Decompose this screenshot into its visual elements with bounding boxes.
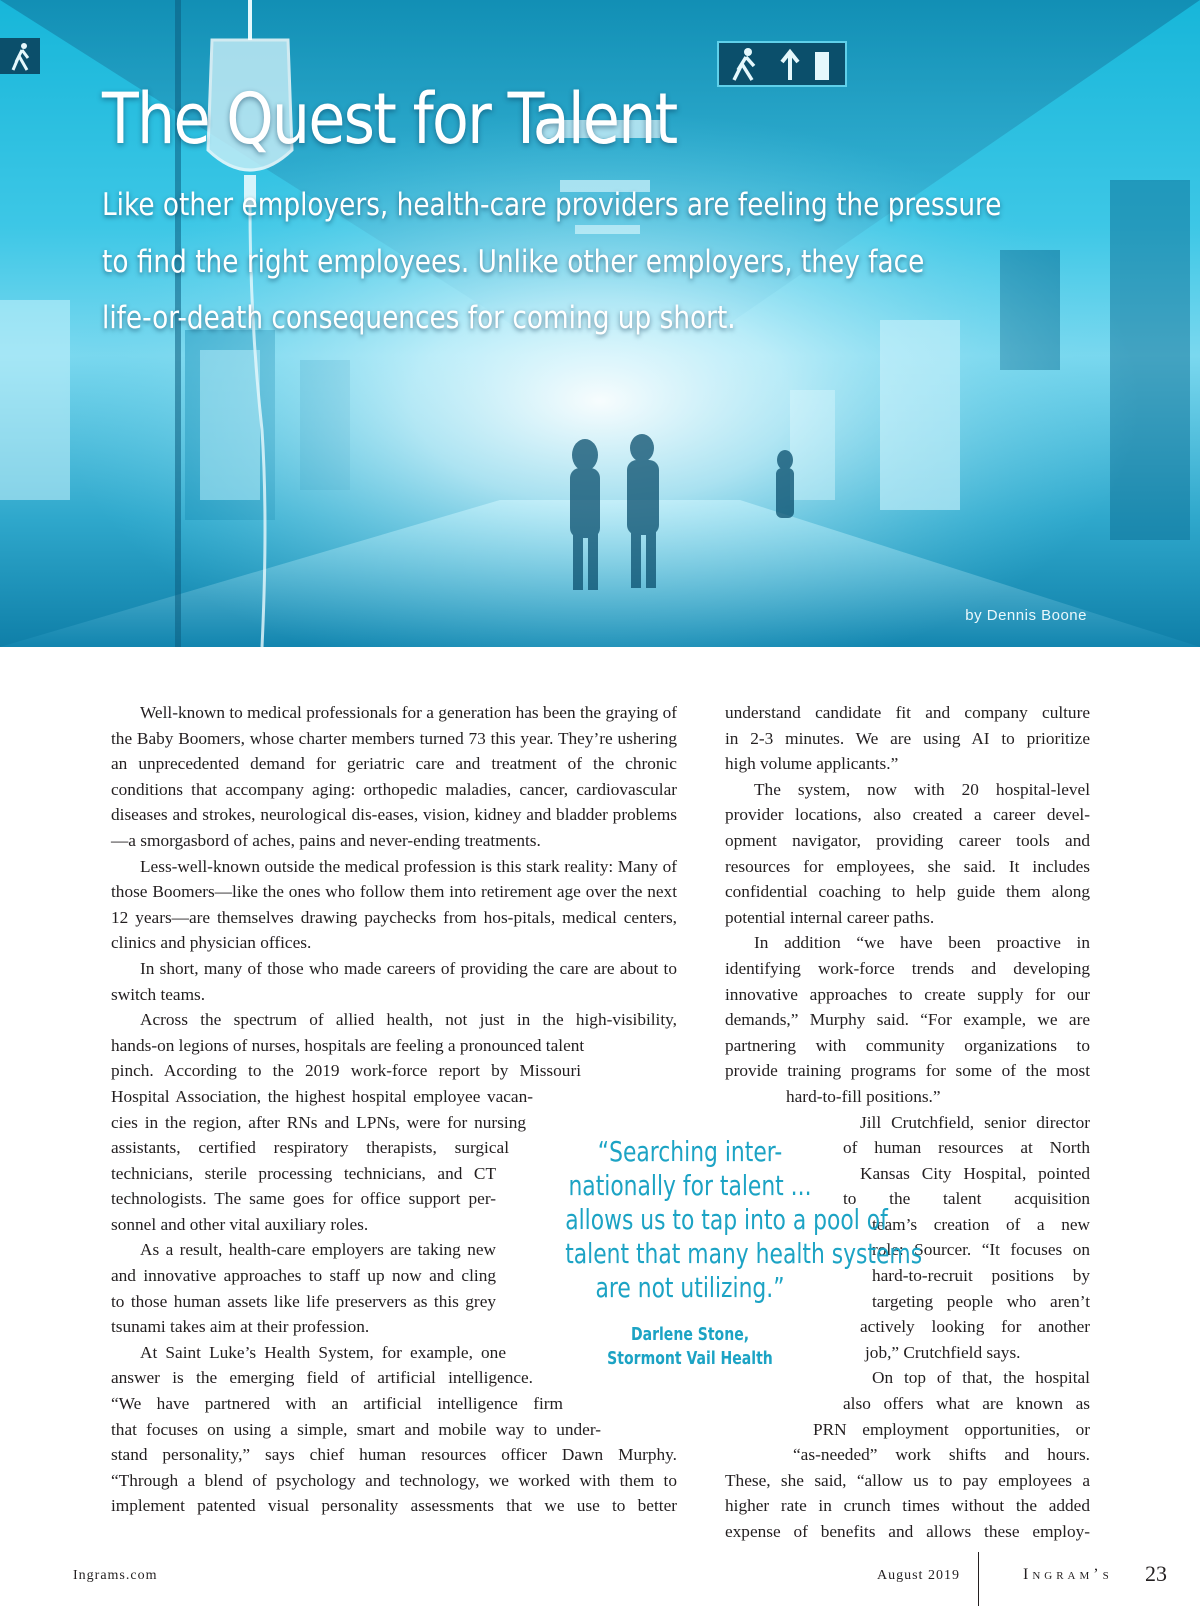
text-line: Jill Crutchfield, senior director [860,1112,1090,1132]
text-line: job,” Crutchfield says. [865,1342,1021,1362]
byline: by Dennis Boone [965,607,1087,624]
text-line: Hospital Association, the highest hospital employee vacan- [111,1086,533,1106]
text-line: also offers what are known as [843,1394,1090,1414]
article-paragraph [725,777,1090,931]
text-line: that focuses on using a simple, smart and mobile way to under- [111,1419,601,1439]
text-line: in 2-3 minutes. We are using AI to prioritize [725,728,1090,748]
text-line: In addition “we have been proactive in [754,933,1090,953]
pull-quote [530,1135,923,1371]
text-line: expense of benefits and allows these employ- [725,1522,1090,1541]
text-line: Many of those Boomers—like the ones who follow them into retirement [111,856,677,902]
text-line: to the talent acquisition [843,1189,1090,1209]
text-line: “as-needed” work shifts and hours. [793,1445,1090,1465]
text-line: and never-ending treatments. [340,830,541,850]
text-line: Less-well-known outside the medical profession is this stark reality: [140,856,618,876]
text-line: confidential coaching to help guide them along [725,882,1090,902]
pull-quote-line: nationally for talent ... [568,1169,812,1202]
text-line: These, she said, “allow us to pay employees a [725,1470,1090,1490]
text-line: graying of the Baby Boomers, whose charter members turned 73 this [111,703,677,748]
article-paragraph [111,854,677,956]
article-paragraph [725,1365,1090,1544]
text-line: technicians, sterile processing technicians, and CT [111,1163,496,1183]
text-line: pitals, medical centers, clinics and physician offices. [111,907,678,953]
text-line: hard-to-fill positions.” [786,1086,941,1106]
article-column-right [725,700,1090,1545]
text-line: As a result, health-care employers are taking new [140,1240,496,1260]
text-line: “We have partnered with an artificial intelligence firm [111,1394,563,1414]
text-line: higher rate in crunch times without the added [725,1496,1090,1516]
text-line: technologists. The same goes for office support per- [111,1189,496,1209]
text-line: On top of that, the hospital [872,1368,1090,1388]
text-line: demands,” Murphy said. “For example, we are [725,1010,1090,1030]
text-line: provider locations, also created a career devel- [725,805,1090,825]
text-line: understand candidate fit and company culture [725,703,1090,722]
emergency-exit-icon [0,38,40,74]
text-line: potential internal career paths. [725,907,935,927]
text-line: stand personality,” says chief human resources officer Dawn Murphy. [111,1445,677,1465]
text-line: targeting people who aren’t [872,1291,1090,1311]
text-line: Well-known to medical professionals for a generation has been the [140,703,606,722]
text-line: about to switch teams. [111,958,677,1004]
text-line: partnering with community organizations to [725,1035,1090,1055]
text-line: opment navigator, providing career tools and [725,830,1090,850]
text-line: pinch. According to the 2019 work-force report by Missouri [111,1061,581,1081]
attribution-name: Darlene Stone, [630,1324,750,1345]
text-line: high volume applicants.” [725,754,899,774]
article-paragraph [725,930,1090,1109]
hero-image [0,0,1200,647]
text-line: innovative approaches to create supply for our [725,984,1090,1004]
text-line: Kansas City Hospital, pointed [860,1163,1090,1183]
text-line: year. They’re ushering an unprecedented demand for geriatric care and [111,728,677,774]
text-line: identifying work-force trends and developing [725,958,1090,978]
pull-quote-line: talent that many health systems [565,1237,923,1270]
footer-divider [978,1552,979,1606]
text-line: answer is the emerging field of artificial intelligence. [111,1368,533,1388]
pull-quote-line: are not utilizing.” [595,1271,785,1304]
text-line: and innovative approaches to staff up now and cling [111,1266,496,1286]
article-column-left [111,700,677,1519]
exit-sign-icon [718,42,846,86]
page-number: 23 [1145,1561,1167,1586]
article-paragraph [111,956,677,1007]
footer-issue-date: August 2019 [877,1568,960,1583]
text-line: age over the next 12 years—are themselves drawing paychecks from hos- [111,882,677,927]
text-line: cies in the region, after RNs and LPNs, were for nursing [111,1112,526,1132]
article-deck-line: to find the right employees. Unlike other employers, they face [102,244,925,280]
pull-quote-line: allows us to tap into a pool of [565,1203,888,1236]
pull-quote-line: “Searching inter- [597,1135,783,1168]
article-paragraph [111,700,677,854]
footer-website: Ingrams.com [73,1568,158,1583]
text-line: provide training programs for some of the most [725,1061,1090,1081]
footer-magazine-name: Ingram’s [1023,1566,1113,1583]
article-paragraph [725,700,1090,777]
attribution-org: Stormont Vail Health [607,1348,773,1369]
text-line: assistants, certified respiratory therapists, surgical [111,1138,509,1158]
text-line: In short, many of those who made careers of providing the care are [140,958,620,978]
pull-quote-attribution [565,1323,815,1371]
pull-quote-text [565,1135,923,1305]
text-line: maladies, cancer, cardiovascular diseases and strokes, neurological dis- [111,779,677,825]
text-line: implement patented visual personality assessments that we use to better [111,1496,677,1516]
text-line: Across the spectrum of allied health, not just in the high-visibility, [140,1010,677,1030]
article-deck-line: Like other employers, health-care providers are feeling the pressure [102,187,1002,223]
text-line: eases, vision, kidney and bladder problems—a smorgasbord of aches, pains [111,805,678,850]
text-line: actively looking for another [860,1317,1090,1337]
text-line: to those human assets like life preservers as this grey [111,1291,496,1311]
text-line: At Saint Luke’s Health System, for example, one [140,1342,506,1362]
article-deck-line: life-or-death consequences for coming up short. [102,300,736,336]
article-title: The Quest for Talent [102,78,677,160]
text-line: sonnel and other vital auxiliary roles. [111,1214,369,1234]
text-line: treatment of the chronic conditions that accompany aging: orthopedic [111,754,677,799]
text-line: “Through a blend of psychology and technology, we worked with them to [111,1470,677,1490]
text-line: team’s creation of a new [872,1214,1090,1234]
text-line: PRN employment opportunities, or [813,1419,1090,1439]
text-line: The system, now with 20 hospital-level [754,779,1090,799]
text-line: role: Sourcer. “It focuses on [872,1240,1090,1260]
text-line: hard-to-recruit positions by [872,1266,1090,1286]
text-line: hands-on legions of nurses, hospitals are feeling a pronounced talent [111,1035,585,1055]
text-line: tsunami takes aim at their profession. [111,1317,370,1337]
text-line: resources for employees, she said. It includes [725,856,1090,876]
text-line: of human resources at North [843,1138,1090,1158]
